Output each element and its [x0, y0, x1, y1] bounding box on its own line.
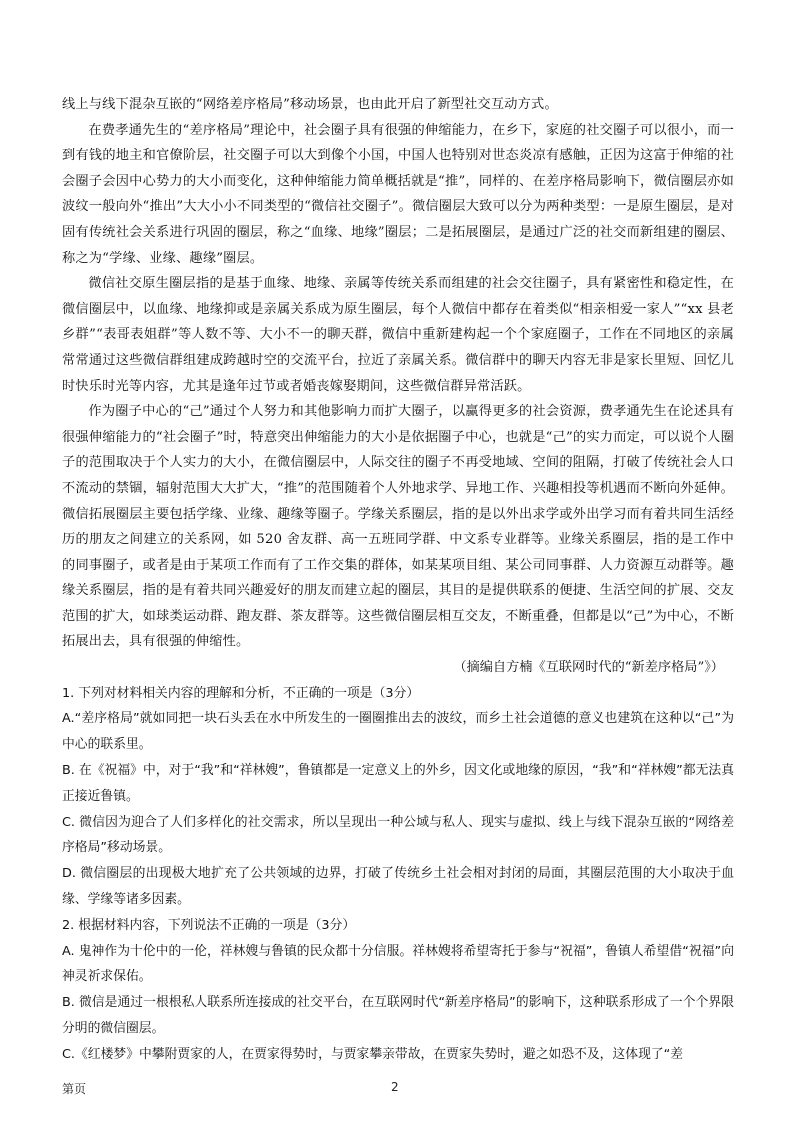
question-2-stem: 2. 根据材料内容，下列说法不正确的一项是（3分） [62, 917, 356, 933]
question-1-option-a: A.“差序格局”就如同把一块石头丢在水中所发生的一圈圈推出去的波纹，而乡土社会道德的意义也建筑在这种以“己”为中心的联系里。 [62, 711, 734, 753]
question-1-option-d: D. 微信圈层的出现极大地扩充了公共领域的边界，打破了传统乡土社会相对封闭的局面，其圈层范围的大小取决于血缘、学缘等诸多因素。 [62, 866, 734, 908]
question-2-option-a: A. 鬼神作为十伦中的一伦，祥林嫂与鲁镇的民众都十分信服。祥林嫂将希望寄托于参与“祝福”，鲁镇人希望借“祝福”向神灵祈求保佑。 [62, 943, 734, 985]
page-number: 2 [391, 1080, 399, 1094]
footer-label: 第页 [62, 1082, 87, 1096]
passage-source: （摘编自方楠《互联网时代的“新差序格局”》） [453, 660, 724, 676]
question-1-stem: 1. 下列对材料相关内容的理解和分析，不正确的一项是（3分） [62, 685, 420, 701]
passage-paragraph: 作为圈子中心的“己”通过个人努力和其他影响力而扩大圈子，以赢得更多的社会资源，费孝通先生在论述具有很强伸缩能力的“社会圈子”时，特意突出伸缩能力的大小是依据圈子中心，也就是“己”的实力而定，可以说个人圈子的范围取决于个人实力的大小，在微信圈层中，人际交往的圈子不再受地域、空间的阻隔，打破了传统社会人口不流动的禁锢，辐射范围大大扩大，“推”的范围随着个人外地求学、异地工作、兴趣相投等机遇而不断向外延伸。微信拓展圈层主要包括学缘、业缘、趣缘等圈子。学缘关系圈层，指的是以外出求学或外出学习而有着共同生活经历的朋友之间建立的关系网，如 520 舍友群、高一五班同学群、中文系专业群等。业缘关系圈层，指的是工作中的同事圈子，或者是由于某项工作而有了工作交集的群体，如某某项目组、某公司同事群、人力资源互动群等。趣缘关系圈层，指的是有着共同兴趣爱好的朋友而建立起的圈层，其目的是提供联系的便捷、生活空间的扩展、交友范围的扩大，如球类运动群、跑友群、茶友群等。这些微信圈层相互交友，不断重叠，但都是以“己”为中心，不断拓展出去，具有很强的伸缩性。 [62, 404, 734, 650]
passage-paragraph: 线上与线下混杂互嵌的“网络差序格局”移动场景，也由此开启了新型社交互动方式。 [62, 97, 558, 112]
question-2-option-b: B. 微信是通过一根根私人联系所连接成的社交平台，在互联网时代“新差序格局”的影响下，这种联系形成了一个个界限分明的微信圈层。 [62, 995, 734, 1037]
passage-paragraph: 微信社交原生圈层指的是基于血缘、地缘、亲属等传统关系而组建的社会交往圈子，具有紧密性和稳定性，在微信圈层中，以血缘、地缘抑或是亲属关系成为原生圈层，每个人微信中都存在着类似“相亲相爱一家人”“xx 县老乡群”“表哥表姐群”等人数不等、大小不一的聊天群，微信中重新建构起一个个家庭圈子，工作在不同地区的亲属常常通过这些微信群组建成跨越时空的交流平台，拉近了亲属关系。微信群中的聊天内容无非是家长里短、回忆儿时快乐时光等内容，尤其是逢年过节或者婚丧嫁娶期间，这些微信群异常活跃。 [62, 276, 734, 394]
question-1-option-c: C. 微信因为迎合了人们多样化的社交需求，所以呈现出一种公域与私人、现实与虚拟、线上与线下混杂互嵌的“网络差序格局”移动场景。 [62, 814, 734, 856]
question-2-option-c: C.《红楼梦》中攀附贾家的人，在贾家得势时，与贾家攀亲带故，在贾家失势时，避之如恐不及，这体现了“差 [62, 1046, 684, 1062]
page-content [62, 92, 734, 1068]
passage-paragraph: 在费孝通先生的“差序格局”理论中，社会圈子具有很强的伸缩能力，在乡下，家庭的社交圈子可以很小，而一到有钱的地主和官僚阶层，社交圈子可以大到像个小国，中国人也特别对世态炎凉有感触，正因为这富于伸缩的社会圈子会因中心势力的大小而变化，这种伸缩能力简单概括就是“推”，同样的、在差序格局影响下，微信圈层亦如波纹一般向外“推出”大大小小不同类型的“微信社交圈子”。微信圈层大致可以分为两种类型：一是原生圈层，是对固有传统社会关系进行巩固的圈层，称之“血缘、地缘”圈层；二是拓展圈层，是通过广泛的社交而新组建的圈层、称之为“学缘、业缘、趣缘”圈层。 [62, 122, 734, 266]
question-1-option-b: B. 在《祝福》中，对于“我”和“祥林嫂”，鲁镇都是一定意义上的外乡，因文化或地缘的原因，“我”和“祥林嫂”都无法真正接近鲁镇。 [62, 763, 734, 804]
